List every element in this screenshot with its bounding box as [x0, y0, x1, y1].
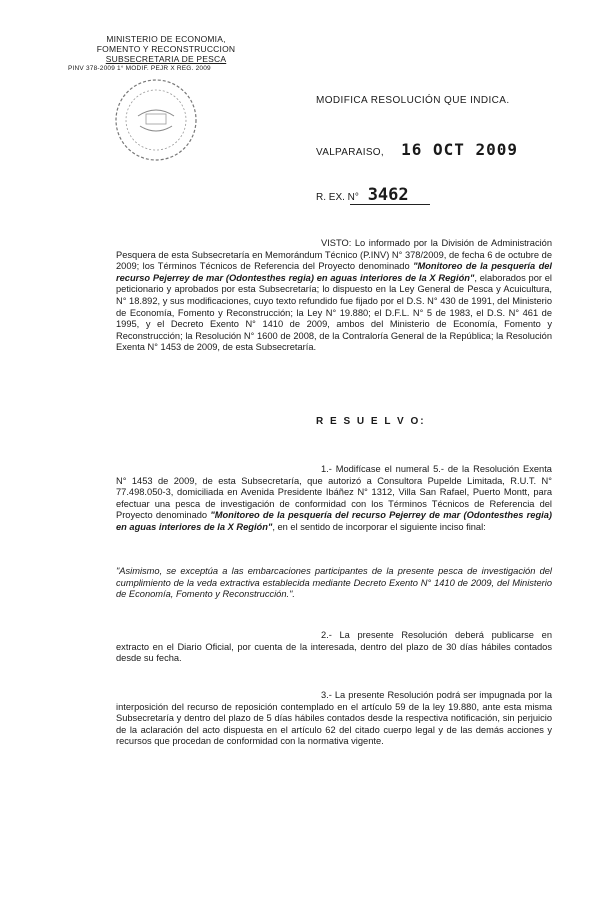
document-title: MODIFICA RESOLUCIÓN QUE INDICA. [316, 95, 510, 106]
visto-project: "Monitoreo de la pesquería del recurso Pejerrey de mar (Odontesthes regia) en aguas interiores de la X Región" [116, 261, 553, 283]
item-3-text: impugnada por la interposición del recurso de reposición contemplado en el artículo 59 de la ley 19.880, ante esta misma Subsecretaría y dentro del plazo de 5 días hábiles contados desde la respectiva notificación, sin perjuicio de la aclaración del acto dispuesta en el artículo 62 del citado cuerpo legal y de las demás acciones y recursos que procedan de conformidad con la normativa vigente. [116, 690, 552, 747]
place-name: VALPARAISO, [316, 147, 384, 158]
visto-text-2: , elaborados por el peticionario y aprobados por esta Subsecretaría; lo dispuesto en la Ley General de Pesca y Acuicultura, N° 18.892, y sus modificaciones, cuyo texto refundido fue fijado por el D.S. N° 430 de 1991, del Ministerio de Economía, Fomento y Reconstrucción; la Ley N° 19.880; el D.F.L. N° 5 de 1983, el D.S. N° 461 de 1995, y el Decreto Exento N° 1410 de 2009, ambos del Ministerio de Economía, Fomento y Reconstrucción; la Resolución N° 1600 de 2008, de la Contraloría General de la República; la Resolución Exenta N° 1453 de 2009, de esta Subsecretaría. [116, 272, 552, 353]
rex-underline [350, 204, 430, 205]
item-2-text: en extracto en el Diario Oficial, por cuenta de la interesada, dentro del plazo de 30 días hábiles contados desde su fecha. [116, 630, 552, 664]
item-3-paragraph [116, 690, 552, 748]
resuelvo-heading: R E S U E L V O: [316, 416, 426, 427]
item-2-paragraph [116, 630, 552, 665]
item-1-paragraph [116, 464, 552, 534]
item-1-text: Exenta N° 1453 de 2009, de esta Subsecretaría, que autorizó a Consultora Pupelde Limitada, R.U.T. N° 77.498.050-3, domiciliada en Avenida Presidente Ibáñez N° 1312, Villa San Rafael, Puerto Montt, para efectuar una pesca de investigación de conformidad con los Términos Técnicos de Referencia del Proyecto denominado [116, 464, 552, 521]
visto-paragraph [116, 238, 552, 354]
rex-label: R. EX. N° [316, 192, 359, 203]
ministry-header [68, 34, 246, 74]
date-line [316, 140, 518, 159]
item-1-label: 1.- Modifícase el numeral 5.- de la Resolución [321, 464, 520, 474]
visto-label: VISTO: [321, 238, 352, 248]
item-3-label: 3.- La presente Resolución podrá ser [321, 690, 477, 700]
resolution-number [316, 185, 409, 205]
ministry-line-1: MINISTERIO DE ECONOMIA, [106, 34, 226, 44]
ministry-line-2: FOMENTO Y RECONSTRUCCION [96, 44, 236, 54]
item-1-tail: , en el sentido de incorporar el siguiente inciso final: [272, 521, 486, 532]
official-seal-icon [112, 76, 200, 164]
date-stamp: 16 OCT 2009 [401, 140, 519, 159]
visto-text-1: Lo informado por la División de Administración Pesquera de esta Subsecretaría en Memorándum Técnico (P.INV) N° 378/2009, de fecha 6 de octubre de 2009; los Términos Técnicos de Referencia del Proyecto denominado [116, 238, 552, 272]
reference-code: PINV 378-2009 1° MODIF. PEJR X REG. 2009 [68, 65, 211, 72]
item-1-quote: "Asimismo, se exceptúa a las embarcaciones participantes de la presente pesca de investigación del cumplimiento de la veda extractiva establecida mediante Decreto Exento N° 1410 de 2009, del Ministerio de Economía, Fomento y Reconstrucción.". [116, 566, 552, 600]
item-1-project: "Monitoreo de la pesquería del recurso Pejerrey de mar (Odontesthes regia) en aguas interiores de la X Región" [116, 510, 552, 532]
rex-number: 3462 [367, 185, 409, 205]
item-2-label: 2.- La presente Resolución deberá publicarse [321, 630, 534, 640]
ministry-line-3: SUBSECRETARIA DE PESCA [105, 54, 227, 64]
